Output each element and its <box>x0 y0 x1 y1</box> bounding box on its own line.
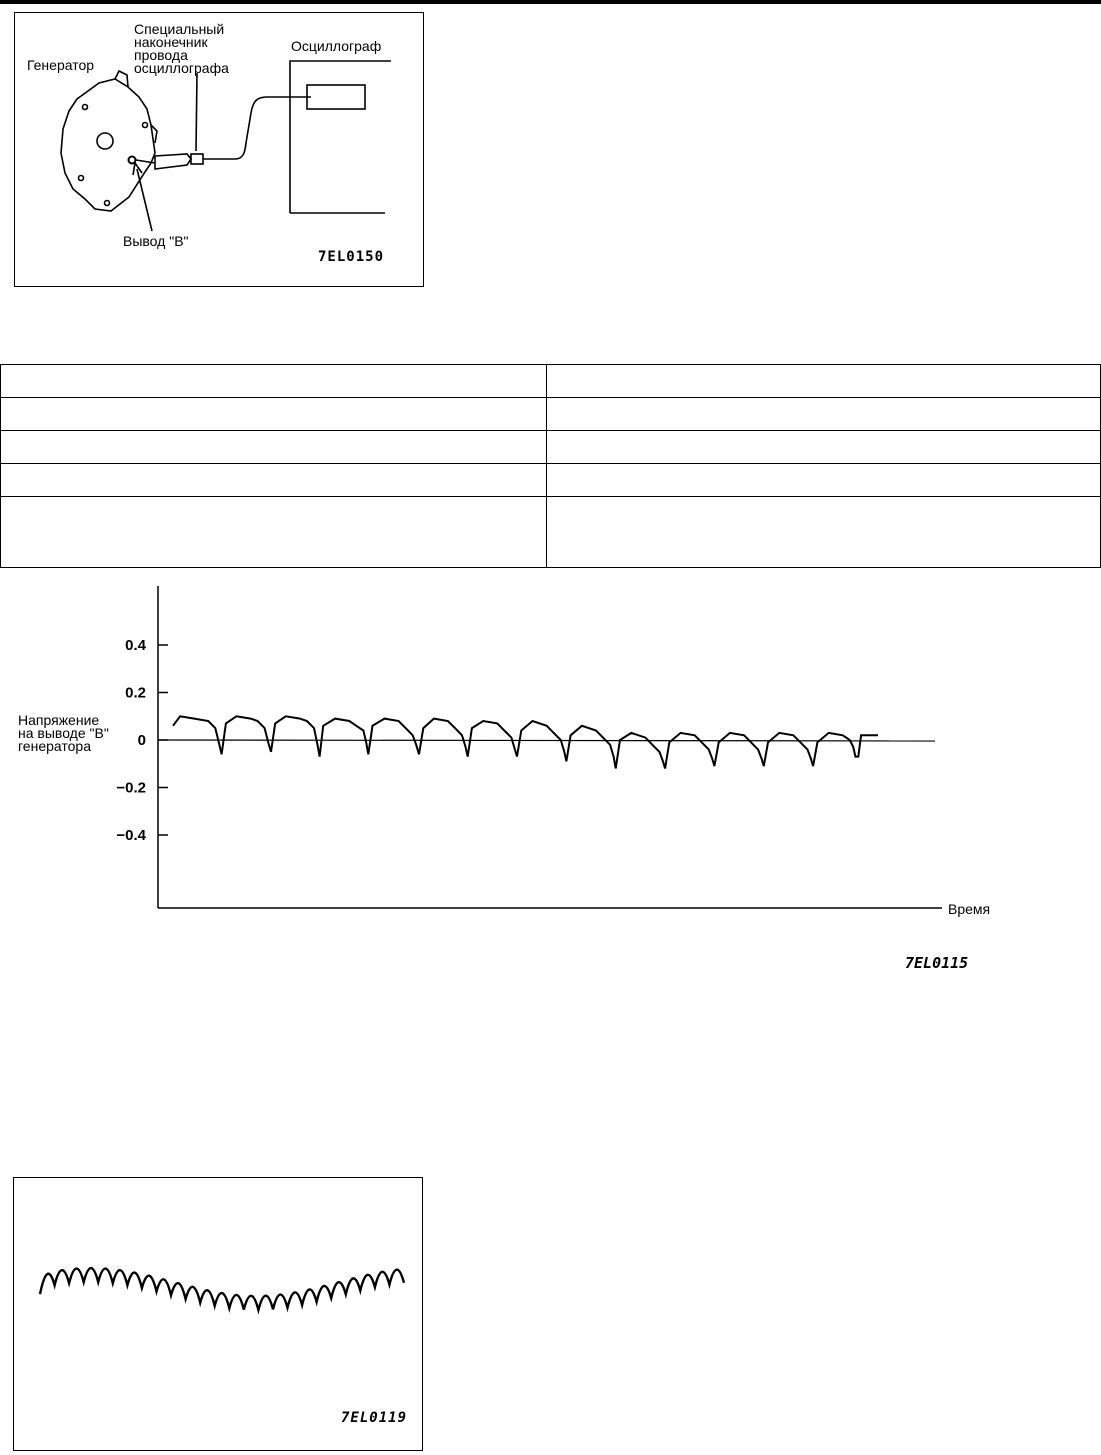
table-cell <box>547 365 1101 398</box>
table-cell <box>1 365 547 398</box>
oscilloscope-connection-figure <box>14 12 424 287</box>
table-row <box>1 464 1101 497</box>
y-tick-label: 0 <box>137 732 146 749</box>
y-ticks <box>116 637 168 844</box>
oscilloscope-label: Осциллограф <box>291 38 382 54</box>
ylabel-line1: Напряжение <box>18 712 100 728</box>
ripple-waveform-figure <box>13 1177 423 1451</box>
table-row <box>1 365 1101 398</box>
y-tick-label: −0.2 <box>116 779 146 797</box>
table-cell <box>1 464 547 497</box>
table-cell <box>1 431 547 464</box>
y-tick-label: 0.2 <box>125 684 146 702</box>
ylabel-line3: генератора <box>18 738 91 754</box>
table-row <box>1 431 1101 464</box>
probe-tip-label-line3: провода <box>134 47 188 63</box>
waveform-svg <box>0 578 1101 978</box>
probe-tip-label-line2: наконечник <box>134 34 208 50</box>
table-cell <box>547 431 1101 464</box>
ripple-line <box>40 1268 404 1310</box>
table-cell <box>547 497 1101 568</box>
voltage-waveform-chart <box>0 578 1101 978</box>
table-cell <box>1 398 547 431</box>
y-tick-label: −0.4 <box>116 827 146 844</box>
chart-code: 7EL0115 <box>905 954 969 972</box>
page-top-rule <box>0 0 1101 4</box>
generator-label: Генератор <box>27 57 95 73</box>
probe-tip-label-line1: Специальный <box>134 21 225 37</box>
probe-tip-label-line4: осциллографа <box>134 60 229 76</box>
xlabel: Время <box>948 901 991 917</box>
table-cell <box>547 398 1101 431</box>
table-cell <box>547 464 1101 497</box>
table-row <box>1 497 1101 568</box>
connection-drawing <box>15 13 425 288</box>
ylabel-line2: на выводе "B" <box>18 725 109 741</box>
generator-drawing <box>61 61 391 231</box>
table-row <box>1 398 1101 431</box>
terminal-b-label: Вывод "В" <box>123 233 189 249</box>
figure2-code: 7EL0119 <box>341 1410 408 1426</box>
waveform-line <box>173 716 878 768</box>
specification-table <box>0 364 1101 568</box>
y-tick-label: 0.4 <box>125 637 146 654</box>
table-cell <box>1 497 547 568</box>
figure-code: 7EL0150 <box>318 249 385 265</box>
